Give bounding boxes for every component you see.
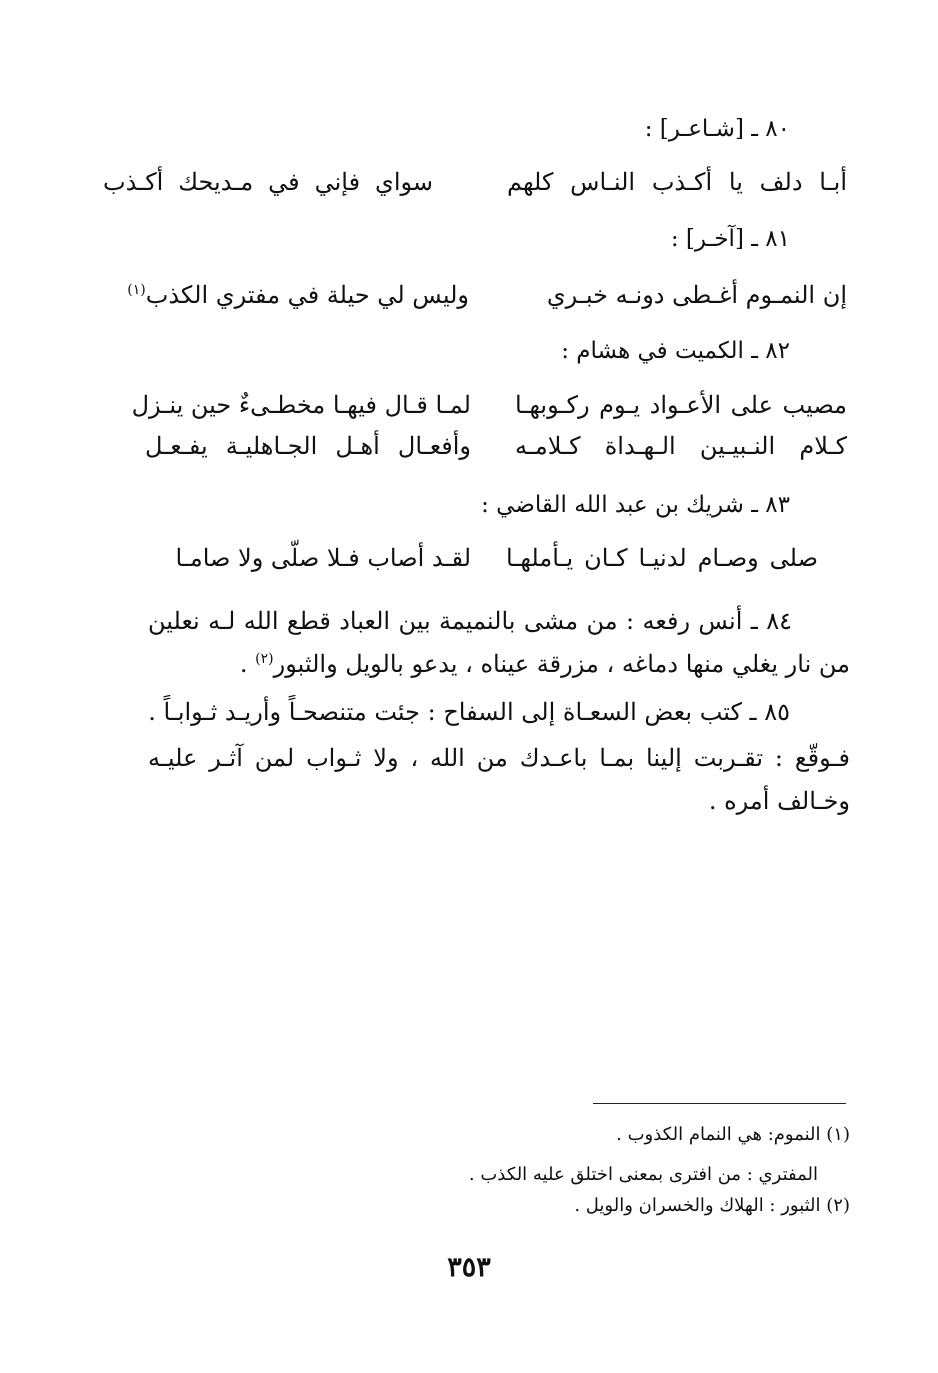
verse-first-hemistich: مصيب على الأعـواد يـوم ركـوبهـا bbox=[515, 391, 847, 419]
entry-heading: ٨٠ ـ [شـاعـر] : bbox=[644, 116, 790, 142]
paragraph-84: ٨٤ ـ أنس رفعه : من مشى بالنميمة بين العباد قطع الله لـه نعلين من نار يغلي منها دماغه ، مزرقة عيناه ، يدعو بالويل والثبور$^{(٢)}$ . bbox=[148, 607, 850, 678]
verse-first-hemistich: إن النمـوم أغـطى دونـه خبـري bbox=[546, 281, 847, 309]
footnote-rule bbox=[593, 1103, 846, 1104]
entry-heading: ٨٢ ـ الكميت في هشام : bbox=[561, 338, 790, 364]
verse-second-hemistich: سواي فإني في مـديحك أكـذب bbox=[103, 168, 433, 196]
paragraph-85-first-line: ٨٥ ـ كتب بعض السعـاة إلى السفاح : جئت متنصحـاً وأريـد ثـوابـاً . bbox=[148, 698, 790, 726]
footnote-marker: (٢) bbox=[255, 651, 274, 667]
entry-heading: ٨٣ ـ شريك بن عبد الله القاضي : bbox=[481, 492, 790, 518]
verse-first-hemistich: صلى وصـام لدنيـا كـان يـأملهـا bbox=[506, 544, 818, 572]
footnote-marker: (١) bbox=[127, 282, 146, 298]
verse-second-hemistich: وليس لي حيلة في مفتري الكذب$^{(١)}$ bbox=[127, 281, 469, 309]
entry-heading: ٨١ ـ [آخـر] : bbox=[670, 226, 790, 252]
footnote-1: (١) النموم: هي النمام الكذوب . bbox=[616, 1124, 850, 1145]
verse-second-hemistich: لمـا قـال فيهـا مخطـىءٌ حين ينـزل bbox=[131, 391, 471, 419]
page-number: ٣٥٣ bbox=[447, 1252, 491, 1283]
footnote-2: (٢) الثبور : الهلاك والخسران والويل . bbox=[574, 1195, 850, 1216]
verse-first-hemistich: كـلام النـبيـين الـهـداة كـلامـه bbox=[515, 432, 847, 460]
footnote-1-continuation: المفتري : من افترى بمعنى اختلق عليه الكذب . bbox=[468, 1164, 818, 1185]
verse-second-hemistich: لقـد أصاب فـلا صلّى ولا صامـا bbox=[175, 544, 471, 572]
verse-second-hemistich: وأفعـال أهـل الجـاهليـة يفـعـل bbox=[145, 432, 471, 460]
verse-first-hemistich: أبـا دلف يا أكـذب النـاس كلهم bbox=[507, 168, 847, 196]
paragraph-85-body: فـوقّع : تقـربت إلينا بمـا باعـدك من الله ، ولا ثـواب لمن آثـر عليـه وخـالف أمره . bbox=[148, 744, 850, 815]
